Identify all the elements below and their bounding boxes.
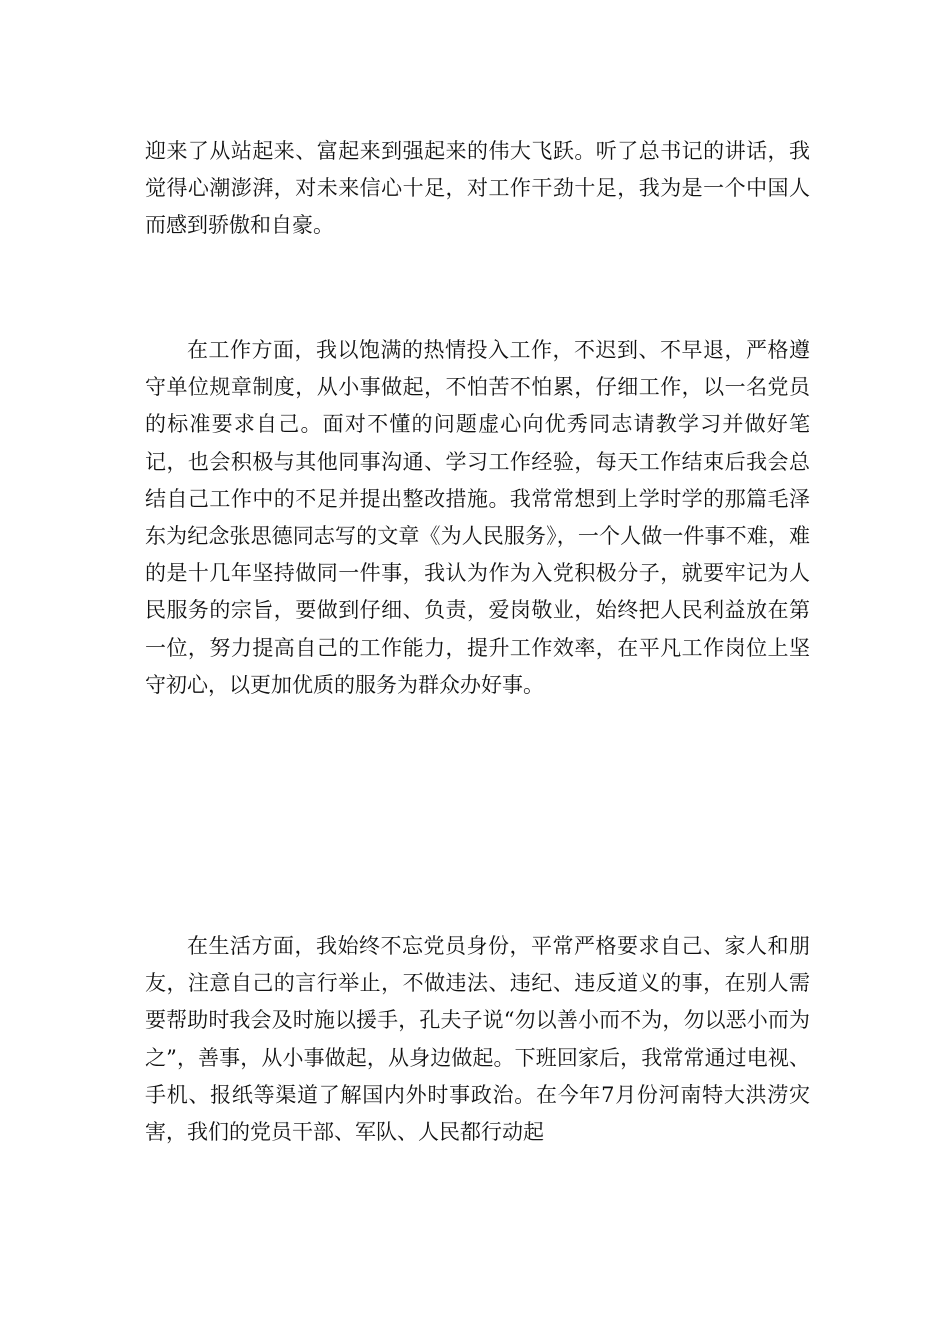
- paragraph-life: 在生活方面，我始终不忘党员身份，平常严格要求自己、家人和朋友，注意自己的言行举止，不做违法、违纪、违反道义的事，在别人需要帮助时我会及时施以援手，孔夫子说“勿以善小而不为，勿以恶小而为之”，善事，从小事做起，从身边做起。下班回家后，我常常通过电视、手机、报纸等渠道了解国内外时事政治。在今年7月份河南特大洪涝灾害，我们的党员干部、军队、人民都行动起: [145, 934, 810, 1145]
- paragraph-work: 在工作方面，我以饱满的热情投入工作，不迟到、不早退，严格遵守单位规章制度，从小事做起，不怕苦不怕累，仔细工作，以一名党员的标准要求自己。面对不懂的问题虚心向优秀同志请教学习并做好笔记，也会积极与其他同事沟通、学习工作经验，每天工作结束后我会总结自己工作中的不足并提出整改措施。我常常想到上学时学的那篇毛泽东为纪念张思德同志写的文章《为人民服务》，一个人做一件事不难，难的是十几年坚持做同一件事，我认为作为入党积极分子，就要牢记为人民服务的宗旨，要做到仔细、负责，爱岗敬业，始终把人民利益放在第一位，努力提高自己的工作能力，提升工作效率，在平凡工作岗位上坚守初心，以更加优质的服务为群众办好事。: [145, 338, 810, 697]
- paragraph-continuation: 迎来了从站起来、富起来到强起来的伟大飞跃。听了总书记的讲话，我觉得心潮澎湃，对未来信心十足，对工作干劲十足，我为是一个中国人而感到骄傲和自豪。: [145, 139, 810, 238]
